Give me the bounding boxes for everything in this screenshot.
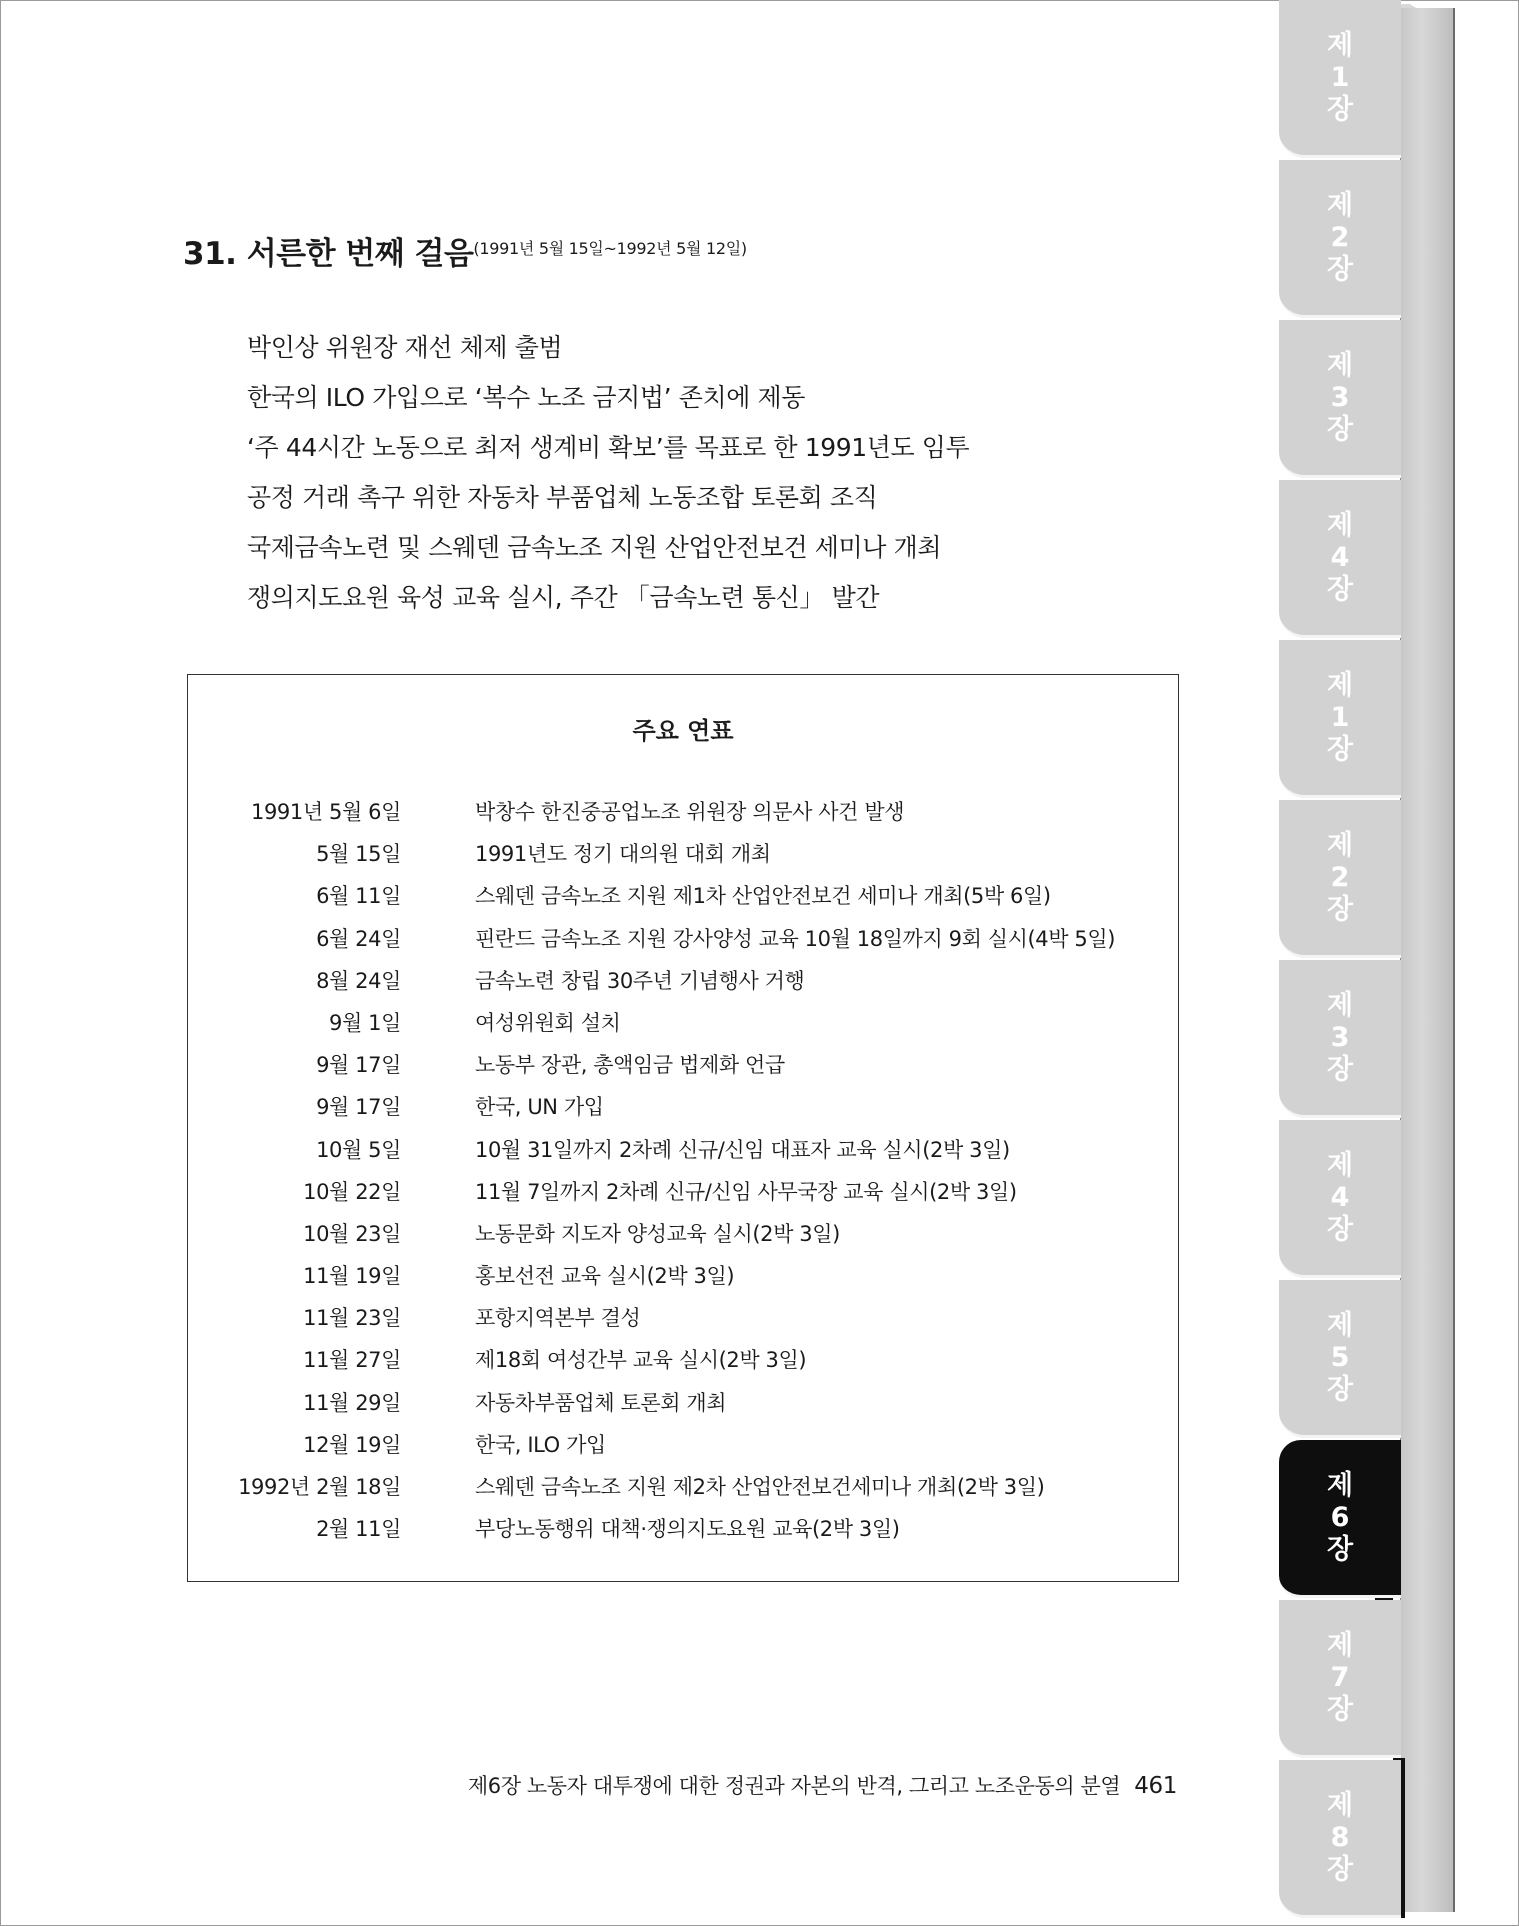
chronology-event: 스웨덴 금속노조 지원 제2차 산업안전보건세미나 개최(2박 3일) bbox=[475, 1475, 1045, 1499]
chronology-event: 11월 7일까지 2차례 신규/신임 사무국장 교육 실시(2박 3일) bbox=[475, 1179, 1017, 1204]
chapter-tab[interactable] bbox=[1279, 640, 1401, 798]
chapter-tab[interactable] bbox=[1279, 1120, 1401, 1278]
chronology-date: 12월 19일 bbox=[303, 1432, 401, 1457]
chronology-event: 제18회 여성간부 교육 실시(2박 3일) bbox=[475, 1348, 807, 1373]
chronology-date: 11월 23일 bbox=[303, 1306, 401, 1331]
chronology-event: 10월 31일까지 2차례 신규/신임 대표자 교육 실시(2박 3일) bbox=[475, 1137, 1010, 1162]
chapter-tab[interactable] bbox=[1279, 1280, 1401, 1438]
chronology-box bbox=[187, 674, 1179, 1582]
summary-item: 공정 거래 촉구 위한 자동차 부품업체 노동조합 토론회 조직 bbox=[247, 483, 878, 512]
chronology-row bbox=[188, 1177, 1178, 1219]
chronology-event: 홍보선전 교육 실시(2박 3일) bbox=[475, 1264, 735, 1289]
page-footer bbox=[468, 1770, 1177, 1800]
chronology-date: 1992년 2월 18일 bbox=[238, 1475, 401, 1499]
chapter-tab[interactable] bbox=[1279, 480, 1401, 638]
chronology-row bbox=[188, 1303, 1178, 1345]
chronology-event: 1991년도 정기 대의원 대회 개최 bbox=[475, 842, 771, 867]
chronology-event: 자동차부품업체 토론회 개최 bbox=[475, 1390, 727, 1415]
chronology-row bbox=[188, 1472, 1178, 1514]
chronology-row bbox=[188, 1345, 1178, 1387]
chronology-event: 부당노동행위 대책·쟁의지도요원 교육(2박 3일) bbox=[475, 1517, 900, 1542]
summary-list bbox=[247, 328, 969, 628]
chronology-event: 스웨덴 금속노조 지원 제1차 산업안전보건 세미나 개최(5박 6일) bbox=[475, 884, 1051, 909]
chapter-tab-label: 제1장 bbox=[1326, 669, 1354, 765]
chapter-tab-label: 제2장 bbox=[1326, 829, 1354, 925]
chapter-tab[interactable] bbox=[1279, 320, 1401, 478]
chapter-tab-label: 제3장 bbox=[1326, 989, 1354, 1085]
chronology-date: 9월 1일 bbox=[329, 1010, 401, 1035]
chronology-date: 1991년 5월 6일 bbox=[251, 800, 401, 824]
chapter-tab[interactable] bbox=[1279, 1600, 1401, 1758]
section-title-text: 31. 서른한 번째 걸음 bbox=[183, 236, 474, 272]
chronology-date: 10월 22일 bbox=[303, 1179, 401, 1204]
chronology-date: 6월 11일 bbox=[316, 884, 401, 909]
chronology-date: 10월 23일 bbox=[303, 1221, 401, 1246]
chapter-tab[interactable] bbox=[1279, 960, 1401, 1118]
chronology-row bbox=[188, 924, 1178, 966]
summary-item: 박인상 위원장 재선 체제 출범 bbox=[247, 333, 563, 362]
chronology-row bbox=[188, 797, 1178, 839]
section-period: (1991년 5월 15일~1992년 5월 12일) bbox=[473, 239, 747, 258]
chronology-row bbox=[188, 966, 1178, 1008]
chronology-date: 11월 27일 bbox=[303, 1348, 401, 1373]
chronology-date: 9월 17일 bbox=[316, 1095, 401, 1120]
chronology-date: 6월 24일 bbox=[316, 926, 401, 951]
chapter-tab[interactable] bbox=[1279, 160, 1401, 318]
chronology-list bbox=[188, 797, 1178, 1556]
chapter-tab-label: 제7장 bbox=[1326, 1629, 1354, 1725]
chronology-row bbox=[188, 1219, 1178, 1261]
chronology-row bbox=[188, 1135, 1178, 1177]
chapter-tab[interactable] bbox=[1279, 0, 1401, 158]
summary-item: ‘주 44시간 노동으로 최저 생계비 확보’를 목표로 한 1991년도 임투 bbox=[247, 433, 970, 462]
summary-item: 한국의 ILO 가입으로 ‘복수 노조 금지법’ 존치에 제동 bbox=[247, 383, 806, 412]
chronology-date: 11월 19일 bbox=[303, 1264, 401, 1289]
summary-item: 쟁의지도요원 육성 교육 실시, 주간 「금속노련 통신」 발간 bbox=[247, 583, 880, 612]
section-title bbox=[183, 228, 747, 273]
chronology-date: 9월 17일 bbox=[316, 1053, 401, 1078]
chronology-row bbox=[188, 1430, 1178, 1472]
chapter-tab-label: 제8장 bbox=[1326, 1789, 1354, 1885]
chronology-row bbox=[188, 1008, 1178, 1050]
chronology-row bbox=[188, 839, 1178, 881]
chronology-date: 5월 15일 bbox=[316, 842, 401, 867]
chapter-tab-label: 제4장 bbox=[1326, 509, 1354, 605]
chronology-date: 10월 5일 bbox=[316, 1137, 401, 1162]
chronology-event: 한국, UN 가입 bbox=[475, 1095, 604, 1120]
chronology-row bbox=[188, 1261, 1178, 1303]
chapter-tab-label: 제3장 bbox=[1326, 349, 1354, 445]
chronology-event: 노동문화 지도자 양성교육 실시(2박 3일) bbox=[475, 1221, 840, 1246]
chapter-tab-label: 제2장 bbox=[1326, 189, 1354, 285]
chronology-row bbox=[188, 881, 1178, 923]
chronology-date: 11월 29일 bbox=[303, 1390, 401, 1415]
chapter-tab-label: 제6장 bbox=[1326, 1469, 1354, 1565]
chronology-event: 핀란드 금속노조 지원 강사양성 교육 10월 18일까지 9회 실시(4박 5일) bbox=[475, 926, 1116, 951]
chronology-date: 8월 24일 bbox=[316, 968, 401, 993]
chapter-tab-label: 제5장 bbox=[1326, 1309, 1354, 1405]
chronology-event: 여성위원회 설치 bbox=[475, 1010, 621, 1035]
chronology-date: 2월 11일 bbox=[316, 1517, 401, 1542]
chapter-tab[interactable] bbox=[1279, 1440, 1401, 1598]
chapter-tab[interactable] bbox=[1279, 800, 1401, 958]
chronology-row bbox=[188, 1514, 1178, 1556]
footer-chapter-title: 제6장 노동자 대투쟁에 대한 정권과 자본의 반격, 그리고 노조운동의 분열 bbox=[467, 1774, 1121, 1798]
chronology-row bbox=[188, 1092, 1178, 1134]
chapter-tab[interactable] bbox=[1279, 1760, 1401, 1918]
chronology-row bbox=[188, 1050, 1178, 1092]
chronology-event: 한국, ILO 가입 bbox=[475, 1432, 606, 1457]
chronology-event: 포항지역본부 결성 bbox=[475, 1306, 641, 1331]
chronology-event: 노동부 장관, 총액임금 법제화 언급 bbox=[475, 1053, 785, 1078]
summary-item: 국제금속노련 및 스웨덴 금속노조 지원 산업안전보건 세미나 개최 bbox=[247, 533, 942, 562]
chronology-row bbox=[188, 1388, 1178, 1430]
chronology-event: 금속노련 창립 30주년 기념행사 거행 bbox=[475, 968, 805, 993]
chronology-title: 주요 연표 bbox=[632, 717, 734, 745]
page-number: 461 bbox=[1134, 1773, 1177, 1799]
chapter-tab-label: 제4장 bbox=[1326, 1149, 1354, 1245]
book-edge bbox=[1400, 8, 1455, 1912]
chapter-tab-label: 제1장 bbox=[1326, 29, 1354, 125]
chronology-event: 박창수 한진중공업노조 위원장 의문사 사건 발생 bbox=[475, 800, 905, 824]
chapter-tabs bbox=[1279, 0, 1401, 1926]
